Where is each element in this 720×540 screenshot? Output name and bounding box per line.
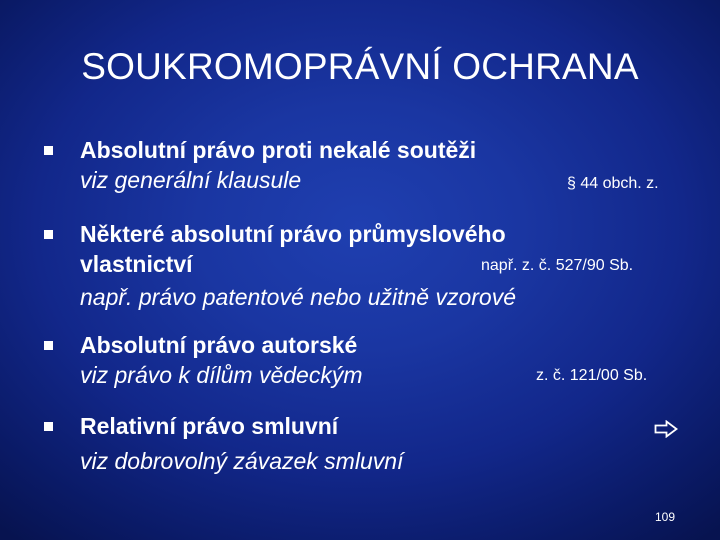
bullet-icon xyxy=(44,422,53,431)
item-heading: Absolutní právo proti nekalé soutěži xyxy=(80,137,477,163)
bullet-icon xyxy=(44,230,53,239)
item-heading: Absolutní právo autorské xyxy=(80,332,358,358)
item-detail: viz generální klausule xyxy=(80,167,302,193)
item-heading-continued: vlastnictví xyxy=(80,251,193,277)
legal-reference: § 44 obch. z. xyxy=(567,175,659,192)
item-heading: Některé absolutní právo průmyslového xyxy=(80,221,506,247)
item-detail: viz dobrovolný závazek smluvní xyxy=(80,448,404,474)
item-detail: např. právo patentové nebo užitně vzorové xyxy=(80,284,517,310)
right-arrow-outline-icon xyxy=(654,420,678,438)
bullet-icon xyxy=(44,146,53,155)
item-heading: Relativní právo smluvní xyxy=(80,413,339,439)
page-number: 109 xyxy=(655,510,676,524)
slide-title: SOUKROMOPRÁVNÍ OCHRANA xyxy=(81,46,639,87)
item-detail: viz právo k dílům vědeckým xyxy=(80,362,363,388)
bullet-icon xyxy=(44,341,53,350)
legal-reference: např. z. č. 527/90 Sb. xyxy=(481,257,634,274)
legal-reference: z. č. 121/00 Sb. xyxy=(536,367,648,384)
